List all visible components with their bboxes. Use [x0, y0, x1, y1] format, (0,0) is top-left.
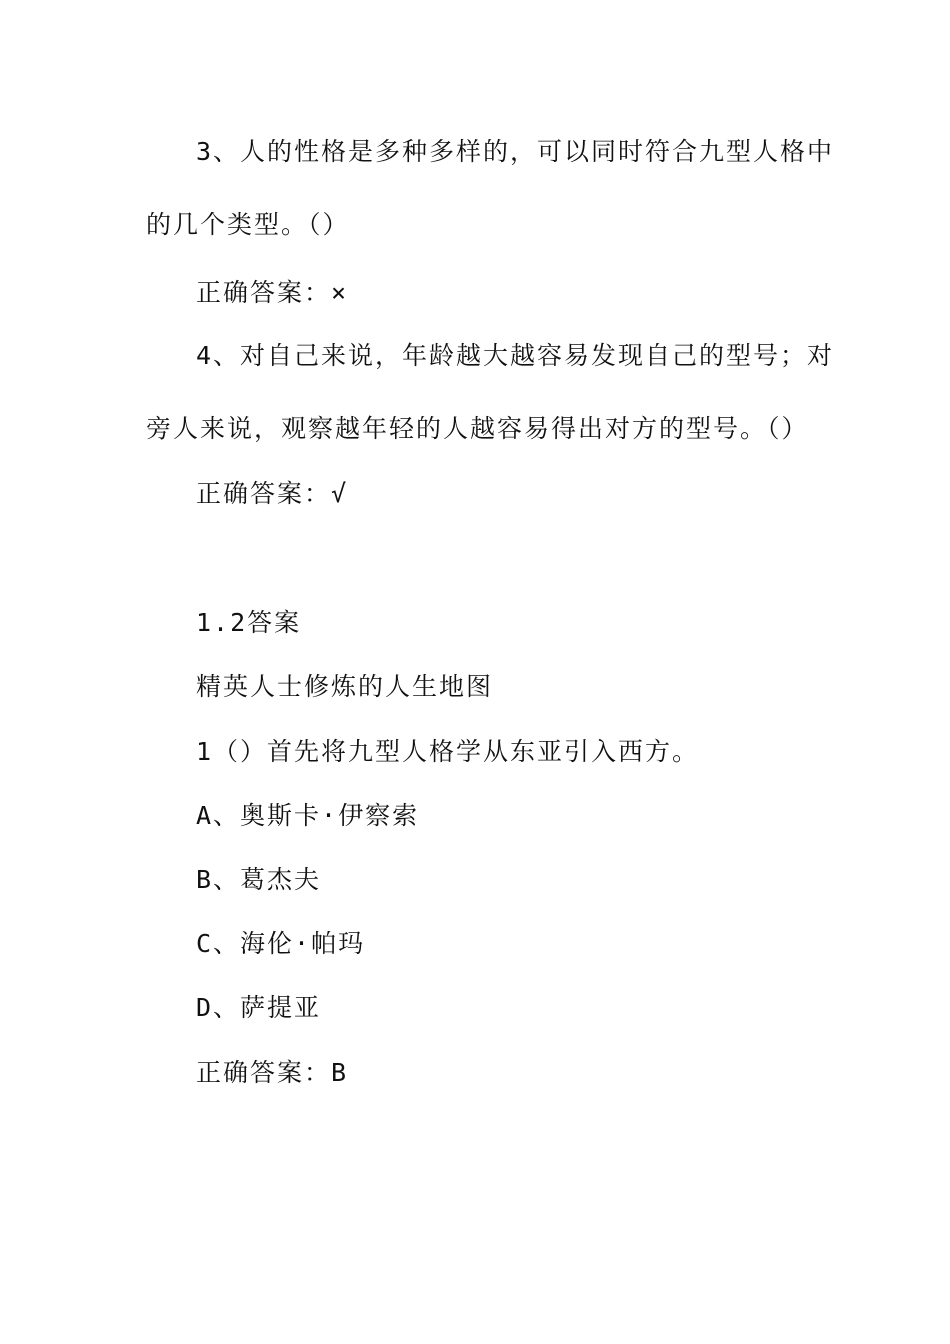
question-1-option-a: A、奥斯卡·伊察索: [196, 801, 420, 830]
question-3-answer: 正确答案：×: [196, 278, 349, 307]
question-4-line-2: 旁人来说，观察越年轻的人越容易得出对方的型号。（）: [146, 414, 809, 443]
question-1-option-d: D、萨提亚: [196, 993, 322, 1022]
question-1-option-c: C、海伦·帕玛: [196, 929, 366, 958]
section-subheading: 精英人士修炼的人生地图: [196, 672, 494, 701]
section-heading: 1.2答案: [196, 608, 302, 637]
question-3-line-2: 的几个类型。（）: [146, 210, 350, 239]
question-4-answer: 正确答案：√: [196, 479, 349, 508]
question-1-stem: 1（）首先将九型人格学从东亚引入西方。: [196, 737, 700, 766]
question-4-line-1: 4、对自己来说，年龄越大越容易发现自己的型号；对: [196, 341, 835, 370]
question-3-line-1: 3、人的性格是多种多样的，可以同时符合九型人格中: [196, 137, 835, 166]
question-1-option-b: B、葛杰夫: [196, 865, 322, 894]
question-1-answer: 正确答案：B: [196, 1058, 349, 1087]
